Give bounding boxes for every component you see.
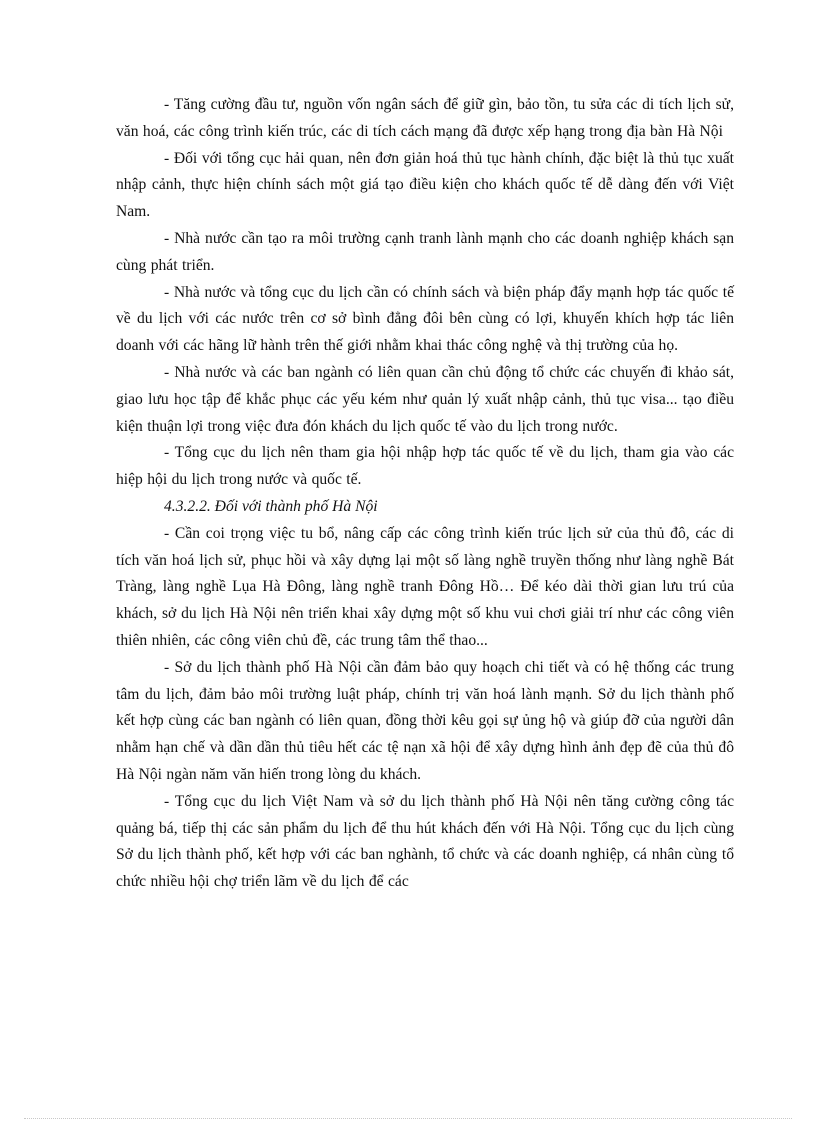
paragraph-customs: - Đối với tổng cục hải quan, nên đơn giản hoá thủ tục hành chính, đặc biệt là thủ tục xuất nhập cảnh, thực hiện chính sách một giá tạo điều kiện cho khách quốc tế dễ dàng đến với Việt Nam.	[116, 149, 734, 221]
paragraph-restoration: - Cần coi trọng việc tu bổ, nâng cấp các công trình kiến trúc lịch sử của thủ đô, các di tích văn hoá lịch sử, phục hồi và xây dựng lại một số làng nghề truyền thống như làng nghề Bát Tràng, làng nghề Lụa Hà Đông, làng nghề tranh Đông Hồ… Để kéo dài thời gian lưu trú của khách, sở du lịch Hà Nội nên triển khai xây dựng một số khu vui chơi giải trí như các công viên thiên nhiên, các công viên chủ đề, các trung tâm thể thao...	[116, 524, 734, 649]
page-bottom-divider	[24, 1118, 792, 1119]
paragraph-tourism-associations: - Tổng cục du lịch nên tham gia hội nhập hợp tác quốc tế về du lịch, tham gia vào các hiệp hội du lịch trong nước và quốc tế.	[116, 444, 734, 489]
paragraph-international-cooperation: - Nhà nước và tổng cục du lịch cần có chính sách và biện pháp đẩy mạnh hợp tác quốc tế về du lịch với các nước trên cơ sở bình đẳng đôi bên cùng có lợi, khuyến khích hợp tác liên doanh với các hãng lữ hành trên thế giới nhằm khai thác công nghệ và thị trường của họ.	[116, 283, 734, 355]
paragraph-planning: - Sở du lịch thành phố Hà Nội cần đảm bảo quy hoạch chi tiết và có hệ thống các trung tâm du lịch, đảm bảo môi trường luật pháp, chính trị văn hoá lành mạnh. Sở du lịch thành phố kết hợp cùng các ban ngành có liên quan, đồng thời kêu gọi sự ủng hộ và giúp đỡ của người dân nhằm hạn chế và dần dần thủ tiêu hết các tệ nạn xã hội để xây dựng hình ảnh đẹp đẽ của thủ đô Hà Nội ngàn năm văn hiến trong lòng du khách.	[116, 658, 734, 783]
section-heading: 4.3.2.2. Đối với thành phố Hà Nội	[164, 497, 378, 515]
paragraph-survey-trips: - Nhà nước và các ban ngành có liên quan cần chủ động tổ chức các chuyến đi khảo sát, giao lưu học tập để khắc phục các yếu kém như quản lý xuất nhập cảnh, thủ tục visa... tạo điều kiện thuận lợi trong việc đưa đón khách du lịch quốc tế vào du lịch trong nước.	[116, 363, 734, 435]
paragraph-promotion: - Tổng cục du lịch Việt Nam và sở du lịch thành phố Hà Nội nên tăng cường công tác quảng bá, tiếp thị các sản phẩm du lịch để thu hút khách đến với Hà Nội. Tổng cục du lịch cùng Sở du lịch thành phố, kết hợp với các ban nghành, tổ chức và các doanh nghiệp, cá nhân cùng tổ chức nhiều hội chợ triển lãm về du lịch để các	[116, 792, 734, 891]
paragraph-heritage-investment: - Tăng cường đầu tư, nguồn vốn ngân sách để giữ gìn, bảo tồn, tu sửa các di tích lịch sử, văn hoá, các công trình kiến trúc, các di tích cách mạng đã được xếp hạng trong địa bàn Hà Nội	[116, 96, 734, 140]
document-page	[116, 92, 734, 896]
paragraph-competition: - Nhà nước cần tạo ra môi trường cạnh tranh lành mạnh cho các doanh nghiệp khách sạn cùng phát triển.	[116, 229, 734, 274]
